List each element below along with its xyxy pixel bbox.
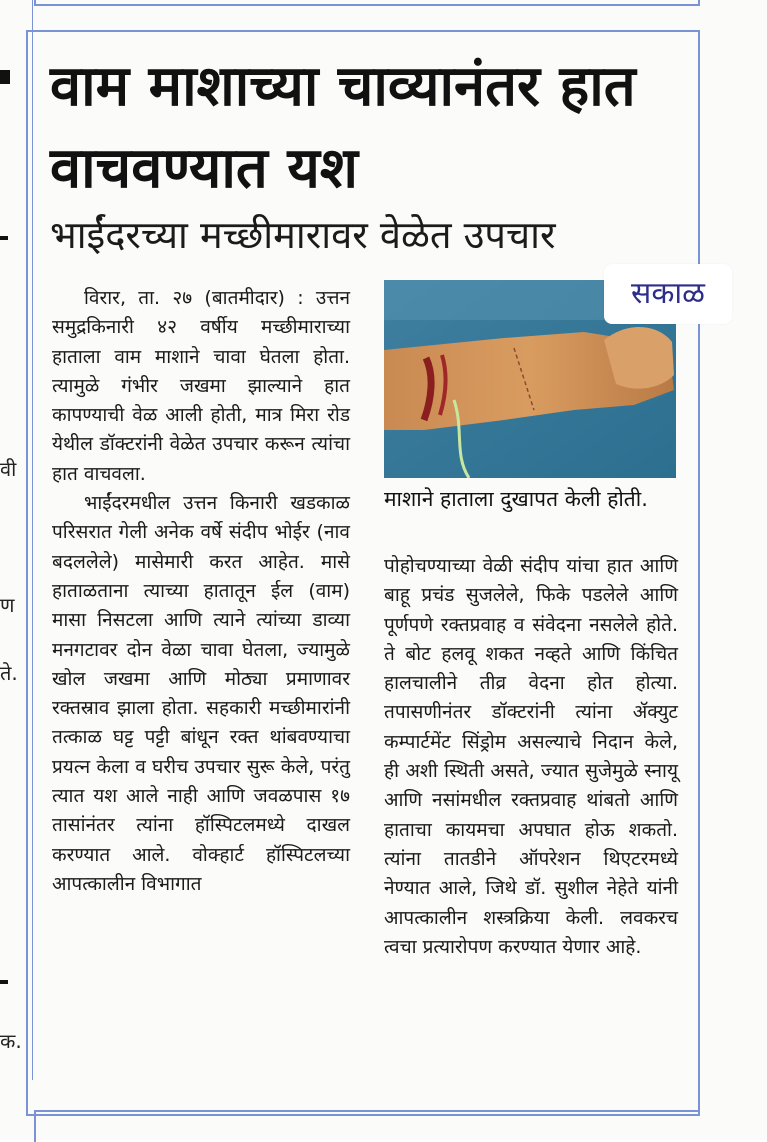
left-column-dash — [0, 980, 8, 984]
left-column-bullet — [0, 70, 10, 84]
left-column-fragment: क. — [0, 1029, 22, 1053]
article-column-2 — [384, 552, 678, 962]
selection-guide-left — [32, 0, 33, 1080]
left-column-fragment: ते. — [0, 661, 18, 685]
headline: वाम माशाच्या चाव्यानंतर हात वाचवण्यात यश — [50, 54, 636, 201]
article-paragraph: विरार, ता. २७ (बातमीदार) : उत्तन समुद्रकिनारी ४२ वर्षीय मच्छीमाराच्या हाताला वाम माशाने चावा घेतला होता. त्यामुळे गंभीर जखमा झाल्याने हात कापण्याची वेळ आली होती, मात्र मिरा रोड येथील डॉक्टरांनी वेळेत उपचार करून त्यांचा हात वाचवला. — [52, 287, 350, 485]
subheadline: भाईंदरच्या मच्छीमारावर वेळेत उपचार — [50, 213, 556, 257]
left-column-fragment: ण — [0, 593, 15, 617]
publication-logo: सकाळ — [604, 264, 732, 324]
photo-caption: माशाने हाताला दुखापत केली होती. — [384, 487, 648, 511]
article-paragraph: भाईंदरमधील उत्तन किनारी खडकाळ परिसरात गेली अनेक वर्षे संदीप भोईर (नाव बदललेले) मासेमारी करत आहेत. मासे हाताळताना त्याच्या हातातून ईल (वाम) मासा निसटला आणि त्याने त्यांच्या डाव्या मनगटावर दोन वेळा चावा घेतला, ज्यामुळे खोल जखमा आणि मोठ्या प्रमाणावर रक्तस्राव झाला होता. सहकारी मच्छीमारांनी तत्काळ घट्ट पट्टी बांधून रक्त थांबवण्याचा प्रयत्न केला व घरीच उपचार सुरू केले, परंतु त्यात यश आले नाही आणि जवळपास १७ तासांनंतर त्यांना हॉस्पिटलमध्ये दाखल करण्यात आले. वोक्हार्ट हॉस्पिटलच्या आपत्कालीन विभागात — [52, 492, 350, 895]
left-column-dash — [0, 236, 8, 240]
article-column-1 — [52, 284, 350, 899]
selection-guide-bottom — [34, 1110, 698, 1142]
left-column-fragment: वी — [0, 457, 17, 481]
article-paragraph: पोहोचण्याच्या वेळी संदीप यांचा हात आणि बाहू प्रचंड सुजलेले, फिके पडलेले आणि पूर्णपणे रक्तप्रवाह व संवेदना नसलेले होते. ते बोट हलवू शकत नव्हते आणि किंचित हालचालीने तीव्र वेदना होत होत्या. तपासणीनंतर डॉक्टरांनी त्यांना ॲक्युट कम्पार्टमेंट सिंड्रोम असल्याचे निदान केले, ही अशी स्थिती असते, ज्यात सुजेमुळे स्नायू आणि नसांमधील रक्तप्रवाह थांबतो आणि हाताचा कायमचा अपघात होऊ शकतो. त्यांना तातडीने ऑपरेशन थिएटरमध्ये नेण्यात आले, जिथे डॉ. सुशील नेहेते यांनी आपत्कालीन शस्त्रक्रिया केली. लवकरच त्वचा प्रत्यारोपण करण्यात येणार आहे. — [384, 555, 678, 958]
selection-guide-top — [34, 0, 700, 6]
